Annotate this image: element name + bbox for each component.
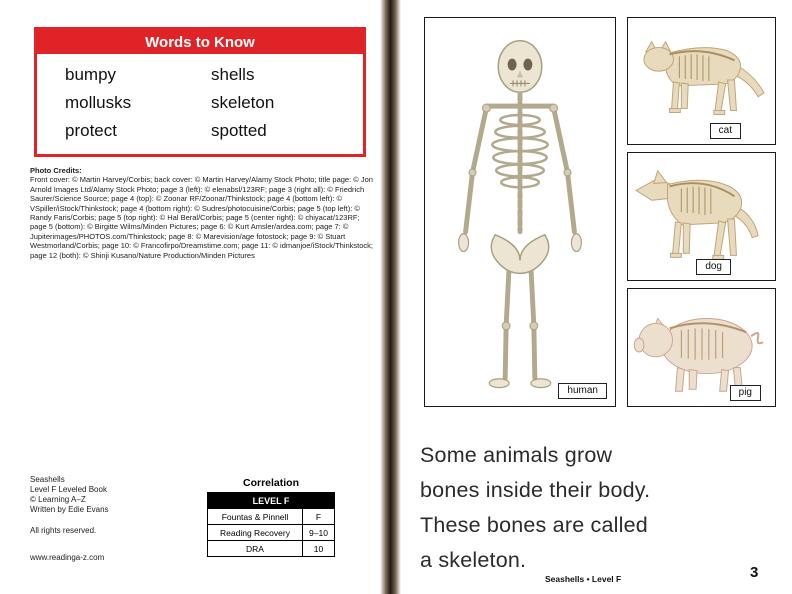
row-label: Fountas & Pinnell <box>208 509 303 525</box>
body-text-line: These bones are called <box>420 513 648 537</box>
photo-credits <box>30 166 376 260</box>
words-to-know-box <box>34 27 366 157</box>
cat-skeleton-illustration <box>628 18 775 144</box>
level-header-cell: LEVEL F <box>208 493 335 509</box>
figure-label-pig: pig <box>730 385 761 401</box>
vocab-word: bumpy <box>65 65 117 84</box>
table-row <box>208 493 335 509</box>
pig-skeleton-figure <box>627 288 776 407</box>
vocab-word: shells <box>211 65 255 84</box>
words-to-know-title: Words to Know <box>37 30 363 54</box>
correlation-table <box>207 492 335 557</box>
human-skeleton-figure <box>424 17 616 407</box>
photo-credits-heading: Photo Credits: <box>30 166 82 175</box>
body-text-line: Some animals grow <box>420 443 613 467</box>
row-value: 9–10 <box>303 525 335 541</box>
photo-credits-body: Front cover: © Martin Harvey/Corbis; back cover: © Martin Harvey/Alamy Stock Photo; title page: © Jon Arnold Images Ltd/Alamy Stock Photo; page 3 (left): © elenabsl/123RF; page 3 (right all): © Friedrich Saurer/Science Source; page 4 (top): © Zoonar RF/Zoonar/Thinkstock; page 4 (bottom left): © VSpiller/iStock/Thinkstock; page 4 (bottom right): © Sudres/photocuisine/Corbis; page 5 (top left): © Randy Faris/Corbis; page 5 (top right): © Hal Beral/Corbis; page 5 (center right): © chiyacat/123RF; page 5 (bottom): © Birgitte Wilms/Minden Pictures; page 6: © Kurt Amsler/ardea.com; page 7: © Jupiterimages/PHOTOS.com/Thinkstock; page 8: © Marevision/age fotostock; page 9: © Stuart Westmorland/Corbis; page 10: © Francofirpo/Dreamstime.com; page 11: © idmanjoe/iStock/Thinkstock; page 12 (both): © Shinji Kusano/Nature Production/Minden Pictures <box>30 175 374 260</box>
correlation-title: Correlation <box>242 477 299 489</box>
page-number: 3 <box>750 564 759 581</box>
website-line: www.readinga-z.com <box>30 553 105 562</box>
table-row <box>208 525 335 541</box>
human-skeleton-illustration <box>425 18 615 406</box>
figure-label-dog: dog <box>696 259 731 275</box>
cat-skeleton-figure <box>627 17 776 145</box>
vocab-word: skeleton <box>211 93 275 112</box>
book-author-line: Written by Edie Evans <box>30 505 109 514</box>
vocab-word: protect <box>65 121 117 140</box>
vocab-word: mollusks <box>65 93 132 112</box>
book-title-line: Seashells <box>30 475 65 484</box>
page-body-text <box>420 438 650 578</box>
row-label: Reading Recovery <box>208 525 303 541</box>
table-row <box>208 509 335 525</box>
row-value: F <box>303 509 335 525</box>
vocab-column-1 <box>65 65 211 141</box>
footer-book-title: Seashells • Level F <box>545 574 622 584</box>
vocab-word: spotted <box>211 121 267 140</box>
rights-line: All rights reserved. <box>30 526 97 535</box>
row-label: DRA <box>208 541 303 557</box>
row-value: 10 <box>303 541 335 557</box>
book-info <box>30 475 109 563</box>
vocab-column-2 <box>211 65 357 141</box>
body-text-line: bones inside their body. <box>420 478 651 502</box>
body-text-line: a skeleton. <box>420 548 527 572</box>
dog-skeleton-figure <box>627 152 776 281</box>
figure-label-cat: cat <box>710 123 741 139</box>
book-level-line: Level F Leveled Book <box>30 485 107 494</box>
figure-label-human: human <box>558 383 607 399</box>
correlation-section <box>207 477 335 557</box>
book-spine <box>380 0 401 594</box>
words-to-know-columns <box>37 54 363 154</box>
book-publisher-line: © Learning A–Z <box>30 495 86 504</box>
table-row <box>208 541 335 557</box>
